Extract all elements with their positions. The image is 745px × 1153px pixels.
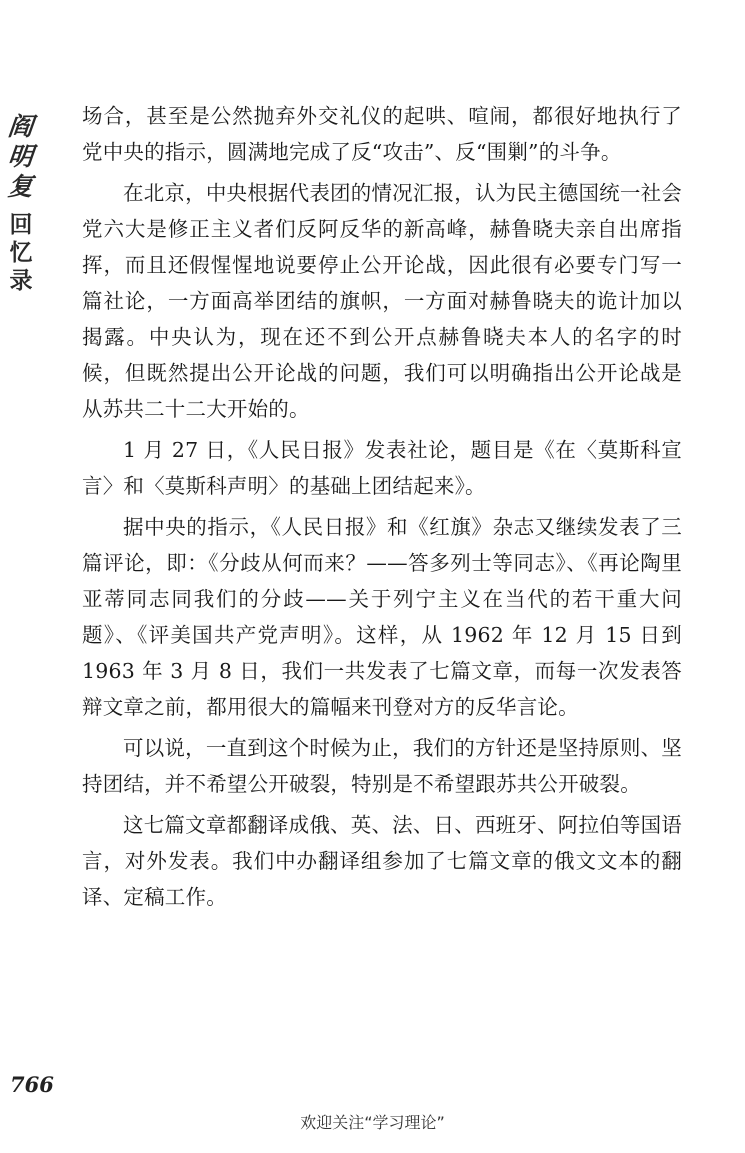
author-name-char: 阎 — [7, 112, 36, 141]
book-title-vertical — [6, 112, 36, 295]
paragraph: 可以说，一直到这个时候为止，我们的方针还是坚持原则、坚持团结，并不希望公开破裂，特别是不希望跟苏共公开破裂。 — [82, 736, 682, 796]
paragraph: 据中央的指示，《人民日报》和《红旗》杂志又继续发表了三篇评论，即：《分歧从何而来？——答多列士等同志》、《再论陶里亚蒂同志同我们的分歧——关于列宁主义在当代的若干重大问题》、《评美国共产党声明》。这样，从 1962 年 12 月 15 日到 1963 年 3 月 8 日，我们一共发表了七篇文章，而每一次发表答辩文章之前，都用很大的篇幅来刊登对方的反华言论。 — [82, 515, 682, 719]
author-name-char: 复 — [7, 172, 36, 201]
memoir-label-char: 录 — [9, 268, 33, 294]
page-number: 766 — [10, 1072, 54, 1097]
memoir-label-char: 忆 — [9, 240, 33, 266]
paragraph: 在北京，中央根据代表团的情况汇报，认为民主德国统一社会党六大是修正主义者们反阿反华的新高峰，赫鲁晓夫亲自出席指挥，而且还假惺惺地说要停止公开论战，因此很有必要专门写一篇社论，一方面高举团结的旗帜，一方面对赫鲁晓夫的诡计加以揭露。中央认为，现在还不到公开点赫鲁晓夫本人的名字的时候，但既然提出公开论战的问题，我们可以明确指出公开论战是从苏共二十二大开始的。 — [82, 181, 682, 421]
paragraph-continued: 场合，甚至是公然抛弃外交礼仪的起哄、喧闹，都很好地执行了党中央的指示，圆满地完成了反“攻击”、反“围剿”的斗争。 — [82, 104, 682, 164]
paragraph: 1 月 27 日，《人民日报》发表社论，题目是《在〈莫斯科宣言〉和〈莫斯科声明〉的基础上团结起来》。 — [82, 438, 682, 498]
memoir-label-char: 回 — [9, 212, 33, 238]
author-name-char: 明 — [7, 142, 36, 171]
footer-watermark-text: 欢迎关注“学习理论” — [300, 1113, 445, 1132]
page-body — [82, 98, 682, 920]
paragraph: 这七篇文章都翻译成俄、英、法、日、西班牙、阿拉伯等国语言，对外发表。我们中办翻译组参加了七篇文章的俄文文本的翻译、定稿工作。 — [82, 813, 682, 909]
